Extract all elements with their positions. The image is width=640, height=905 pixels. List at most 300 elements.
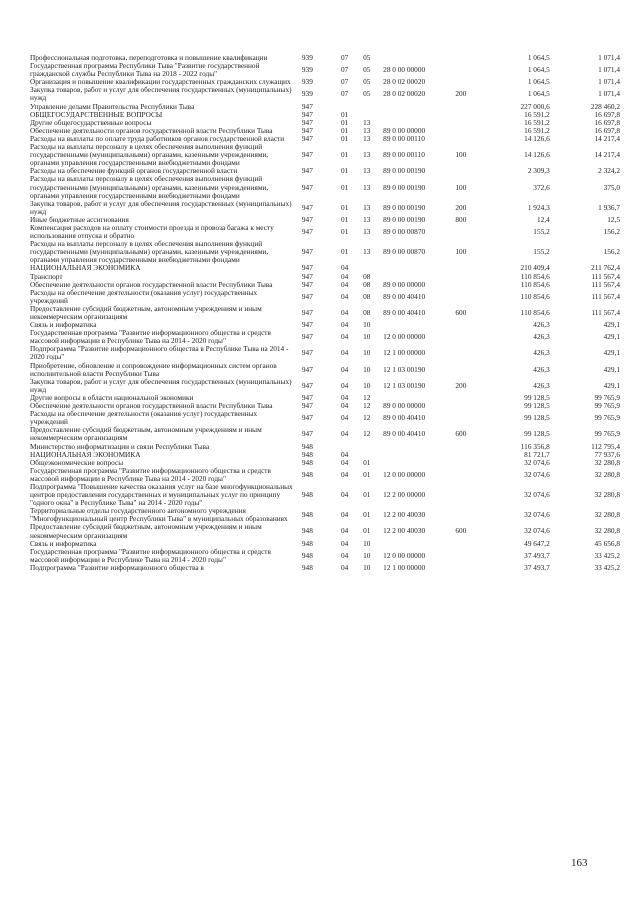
- row-name: Транспорт: [30, 271, 63, 281]
- table-row: [30, 523, 620, 539]
- row-value-2020: 1 071,4: [598, 77, 620, 87]
- row-razdel: 04: [341, 413, 349, 423]
- row-vr: [455, 224, 483, 240]
- row-vr: 200: [455, 380, 467, 390]
- row-value-2019: 1 064,5: [527, 65, 550, 75]
- row-csr: [383, 103, 455, 111]
- row-grbs: 947: [301, 413, 313, 423]
- row-csr: 89 0 00 40410: [383, 413, 426, 423]
- row-value-2019: 110 854,6: [520, 279, 550, 289]
- table-row: [30, 467, 620, 483]
- row-grbs: 948: [301, 562, 313, 572]
- row-grbs: 948: [301, 441, 313, 451]
- row-name: Обеспечение деятельности органов государственной власти Республики Тыва: [30, 279, 273, 289]
- row-value-2020: 16 697,8: [594, 125, 620, 135]
- row-vr: [455, 264, 483, 272]
- table-row: [30, 86, 620, 102]
- row-csr: 89 0 00 00870: [383, 227, 426, 237]
- row-value-2020: 429,1: [603, 364, 620, 374]
- row-value-2019: 32 074,6: [524, 469, 550, 479]
- row-csr: 89 0 00 40410: [383, 291, 426, 301]
- row-value-2019: 32 074,6: [524, 526, 550, 536]
- row-grbs: 948: [301, 469, 313, 479]
- row-csr: 12 1 03 00190: [383, 380, 426, 390]
- row-razdel: 04: [341, 332, 349, 342]
- row-name: Расходы на выплаты персоналу в целях обеспечения выполнения функций государственными (муниципальными) органами, казенными учреждениями, органами управления государственными внебюджетными фондами: [30, 239, 269, 265]
- row-podrazdel: 10: [363, 538, 371, 548]
- row-grbs: 947: [301, 101, 313, 111]
- table-row: [30, 240, 620, 264]
- row-value-2020: 16 697,8: [594, 109, 620, 119]
- row-value-2019: 210 409,4: [520, 263, 550, 273]
- table-row: [30, 175, 620, 199]
- row-value-2020: 32 280,8: [594, 490, 620, 500]
- row-grbs: 948: [301, 490, 313, 500]
- row-podrazdel: 05: [363, 77, 371, 87]
- budget-table: [30, 54, 620, 572]
- row-name: Государственная программа "Развитие информационного общества и средств массовой информации в Республике Тыва на 2014 - 2020 годы": [30, 465, 271, 483]
- row-razdel: 04: [341, 449, 349, 459]
- table-body: [30, 54, 620, 572]
- row-csr: 89 0 00 00000: [383, 125, 426, 135]
- row-grbs: 947: [301, 150, 313, 160]
- row-grbs: 947: [301, 227, 313, 237]
- row-value-2020: 45 656,8: [594, 538, 620, 548]
- row-value-2019: 1 064,5: [527, 89, 550, 99]
- row-podrazdel: 05: [363, 65, 371, 75]
- row-value-2020: 228 460,2: [590, 101, 620, 111]
- row-razdel: 04: [341, 538, 349, 548]
- row-grbs: 939: [301, 53, 313, 62]
- row-csr: 28 0 02 00020: [383, 89, 426, 99]
- row-podrazdel: 10: [363, 364, 371, 374]
- row-podrazdel: 10: [363, 562, 371, 572]
- row-razdel: 01: [341, 166, 349, 176]
- row-podrazdel: 01: [363, 526, 371, 536]
- row-podrazdel: 01: [363, 490, 371, 500]
- table-row: [30, 564, 620, 572]
- row-vr: [455, 62, 483, 78]
- row-vr: [455, 402, 483, 410]
- row-podrazdel: 10: [363, 348, 371, 358]
- row-csr: 89 0 00 40410: [383, 307, 426, 317]
- row-value-2019: 81 721,7: [524, 449, 550, 459]
- row-value-2019: 99 128,5: [524, 401, 550, 411]
- row-csr: 12 1 00 00000: [383, 348, 426, 358]
- row-value-2019: 99 128,5: [524, 429, 550, 439]
- row-value-2019: 16 591,2: [524, 109, 550, 119]
- row-value-2020: 32 280,8: [594, 469, 620, 479]
- row-value-2020: 111 567,4: [591, 307, 620, 317]
- row-grbs: 939: [301, 77, 313, 87]
- row-value-2019: 16 591,2: [524, 117, 550, 127]
- row-name: Профессиональная подготовка, переподготовка и повышение квалификации: [30, 53, 268, 62]
- row-vr: [455, 289, 483, 305]
- row-value-2019: 426,3: [533, 348, 550, 358]
- row-grbs: 947: [301, 133, 313, 143]
- row-value-2019: 1 924,3: [527, 202, 550, 212]
- row-name: Иные бюджетные ассигнования: [30, 214, 129, 224]
- row-name: Закупка товаров, работ и услуг для обеспечения государственных (муниципальных) нужд: [30, 376, 292, 394]
- row-razdel: 01: [341, 182, 349, 192]
- row-csr: [383, 540, 455, 548]
- row-name: Министерство информатизации и связи Республики Тыва: [30, 441, 210, 451]
- row-name: Обеспечение деятельности органов государственной власти Республики Тыва: [30, 125, 273, 135]
- table-row: [30, 305, 620, 321]
- row-value-2019: 116 356,8: [520, 441, 550, 451]
- row-value-2019: 49 647,2: [524, 538, 550, 548]
- row-razdel: 04: [341, 364, 349, 374]
- row-value-2019: 14 126,6: [524, 133, 550, 143]
- row-csr: [383, 451, 455, 459]
- row-podrazdel: 12: [363, 392, 371, 402]
- row-grbs: 947: [301, 429, 313, 439]
- row-razdel: 01: [341, 125, 349, 135]
- row-podrazdel: 08: [363, 271, 371, 281]
- row-name: Расходы на выплаты по оплате труда работников органов государственной власти: [30, 133, 285, 143]
- row-podrazdel: 05: [363, 89, 371, 99]
- row-vr: [455, 540, 483, 548]
- row-csr: 12 1 00 00000: [383, 562, 426, 572]
- row-razdel: 04: [341, 562, 349, 572]
- row-name: Расходы на обеспечение деятельности (оказания услуг) государственных учреждений: [30, 287, 258, 305]
- row-vr: [455, 135, 483, 143]
- row-value-2019: 426,3: [533, 380, 550, 390]
- row-name: Приобретение, обновление и сопровождение информационных систем органов исполнительной власти Республики Тыва: [30, 360, 277, 378]
- row-value-2020: 99 765,9: [594, 392, 620, 402]
- row-name: Расходы на обеспечение функций органов государственной власти: [30, 166, 238, 176]
- row-vr: [455, 54, 483, 62]
- row-value-2019: 2 309,3: [527, 166, 550, 176]
- row-grbs: 947: [301, 364, 313, 374]
- row-vr: [455, 119, 483, 127]
- row-value-2020: 156,2: [603, 227, 620, 237]
- row-grbs: 947: [301, 320, 313, 330]
- row-podrazdel: 13: [363, 117, 371, 127]
- row-vr: 200: [455, 202, 467, 212]
- row-value-2019: 37 493,7: [524, 562, 550, 572]
- row-razdel: 04: [341, 401, 349, 411]
- row-podrazdel: 12: [363, 401, 371, 411]
- row-podrazdel: 08: [363, 291, 371, 301]
- row-razdel: 04: [341, 348, 349, 358]
- row-value-2020: 16 697,8: [594, 117, 620, 127]
- row-grbs: 948: [301, 538, 313, 548]
- row-razdel: 04: [341, 279, 349, 289]
- row-csr: [383, 459, 455, 467]
- row-razdel: 01: [341, 109, 349, 119]
- row-podrazdel: 13: [363, 125, 371, 135]
- row-vr: [455, 451, 483, 459]
- row-value-2020: 1 071,4: [598, 65, 620, 75]
- row-value-2020: 211 762,4: [591, 263, 620, 273]
- row-grbs: 947: [301, 279, 313, 289]
- row-value-2019: 16 591,2: [524, 125, 550, 135]
- row-csr: 12 2 00 40030: [383, 510, 426, 520]
- row-csr: 89 0 00 00190: [383, 214, 426, 224]
- row-value-2020: 32 280,8: [594, 457, 620, 467]
- row-grbs: 947: [301, 117, 313, 127]
- table-row: [30, 378, 620, 394]
- row-name: Территориальные отделы государственного автономного учреждения "Многофункциональный центр Республики Тыва" в муниципальных образованиях: [30, 506, 288, 524]
- row-vr: [455, 459, 483, 467]
- row-podrazdel: 13: [363, 133, 371, 143]
- row-razdel: 04: [341, 526, 349, 536]
- row-name: Закупка товаров, работ и услуг для обеспечения государственных (муниципальных) нужд: [30, 85, 292, 103]
- row-value-2019: 155,2: [533, 247, 550, 257]
- row-name: Расходы на обеспечение деятельности (оказания услуг) государственных учреждений: [30, 409, 258, 427]
- row-podrazdel: 08: [363, 307, 371, 317]
- row-value-2020: 12,5: [607, 214, 620, 224]
- row-csr: 89 0 00 00870: [383, 247, 426, 257]
- row-value-2020: 99 765,9: [594, 413, 620, 423]
- row-value-2020: 156,2: [603, 247, 620, 257]
- row-razdel: 04: [341, 457, 349, 467]
- row-value-2020: 32 280,8: [594, 510, 620, 520]
- table-row: [30, 548, 620, 564]
- row-csr: 12 0 00 00000: [383, 550, 426, 560]
- row-grbs: 947: [301, 291, 313, 301]
- row-grbs: 948: [301, 526, 313, 536]
- row-razdel: 04: [341, 271, 349, 281]
- row-grbs: 947: [301, 307, 313, 317]
- row-name: Другие общегосударственные вопросы: [30, 117, 152, 127]
- row-value-2019: 155,2: [533, 227, 550, 237]
- row-grbs: 947: [301, 202, 313, 212]
- row-name: Другие вопросы в области национальной экономики: [30, 392, 194, 402]
- row-value-2020: 111 567,4: [591, 279, 620, 289]
- row-name: Закупка товаров, работ и услуг для обеспечения государственных (муниципальных) нужд: [30, 198, 292, 216]
- row-value-2020: 14 217,4: [594, 150, 620, 160]
- row-grbs: 947: [301, 380, 313, 390]
- row-value-2019: 14 126,6: [524, 150, 550, 160]
- row-csr: 89 0 00 00000: [383, 401, 426, 411]
- row-grbs: 939: [301, 65, 313, 75]
- row-grbs: 947: [301, 214, 313, 224]
- row-vr: [455, 394, 483, 402]
- row-podrazdel: 01: [363, 510, 371, 520]
- row-razdel: 07: [341, 53, 349, 62]
- row-name: Общеэкономические вопросы: [30, 457, 124, 467]
- row-podrazdel: 12: [363, 429, 371, 439]
- row-value-2020: 429,1: [603, 348, 620, 358]
- row-vr: [455, 111, 483, 119]
- row-vr: [455, 410, 483, 426]
- row-razdel: 01: [341, 133, 349, 143]
- row-vr: [455, 507, 483, 523]
- row-vr: [455, 548, 483, 564]
- row-podrazdel: 13: [363, 247, 371, 257]
- row-podrazdel: 13: [363, 227, 371, 237]
- row-razdel: 04: [341, 490, 349, 500]
- table-row: [30, 362, 620, 378]
- row-name: Подпрограмма "Развитие информационного общества в: [30, 562, 204, 572]
- row-value-2019: 32 074,6: [524, 510, 550, 520]
- row-csr: 28 0 02 00020: [383, 77, 426, 87]
- row-vr: 100: [455, 247, 467, 257]
- row-grbs: 947: [301, 392, 313, 402]
- row-value-2020: 33 425,2: [594, 550, 620, 560]
- row-podrazdel: 01: [363, 469, 371, 479]
- row-value-2020: 111 567,4: [591, 291, 620, 301]
- row-csr: [383, 54, 455, 62]
- row-csr: 89 0 00 00190: [383, 182, 426, 192]
- row-vr: 200: [455, 89, 467, 99]
- row-value-2019: 12,4: [536, 214, 550, 224]
- row-podrazdel: 13: [363, 166, 371, 176]
- row-value-2019: 32 074,6: [524, 457, 550, 467]
- row-value-2019: 227 000,6: [520, 101, 550, 111]
- row-csr: [383, 264, 455, 272]
- row-grbs: 947: [301, 247, 313, 257]
- row-vr: [455, 564, 483, 572]
- row-name: Государственная программа Республики Тыва "Развитие государственной гражданской службы Республики Тыва на 2018 - 2022 годы": [30, 61, 260, 79]
- row-value-2020: 33 425,2: [594, 562, 620, 572]
- row-name: Предоставление субсидий бюджетным, автономным учреждениям и иным некоммерческим организациям: [30, 425, 262, 443]
- table-row: [30, 345, 620, 361]
- row-name: ОБЩЕГОСУДАРСТВЕННЫЕ ВОПРОСЫ: [30, 109, 163, 119]
- row-podrazdel: [363, 443, 383, 451]
- table-row: [30, 200, 620, 216]
- row-value-2020: 14 217,4: [594, 133, 620, 143]
- row-value-2019: 1 064,5: [527, 77, 550, 87]
- row-vr: 100: [455, 150, 467, 160]
- row-csr: 28 0 00 00000: [383, 65, 426, 75]
- row-value-2020: 99 765,9: [594, 429, 620, 439]
- row-razdel: 04: [341, 510, 349, 520]
- row-razdel: 04: [341, 469, 349, 479]
- row-value-2020: 429,1: [603, 332, 620, 342]
- row-value-2020: 1 071,4: [598, 53, 620, 62]
- row-razdel: 01: [341, 247, 349, 257]
- row-value-2019: 99 128,5: [524, 413, 550, 423]
- row-razdel: 01: [341, 150, 349, 160]
- row-vr: [455, 281, 483, 289]
- row-vr: [455, 167, 483, 175]
- row-name: Связь и информатика: [30, 320, 97, 330]
- row-podrazdel: 13: [363, 182, 371, 192]
- row-podrazdel: 10: [363, 332, 371, 342]
- table-row: [30, 143, 620, 167]
- row-vr: 100: [455, 182, 467, 192]
- table-row: [30, 507, 620, 523]
- table-row: [30, 426, 620, 442]
- row-razdel: 04: [341, 307, 349, 317]
- row-value-2019: 1 064,5: [527, 53, 550, 62]
- row-name: Расходы на выплаты персоналу в целях обеспечения выполнения функций государственными (муниципальными) органами, казенными учреждениями, органами управления государственными внебюджетными фондами: [30, 174, 269, 200]
- row-value-2019: 37 493,7: [524, 550, 550, 560]
- row-csr: [383, 443, 455, 451]
- row-razdel: 04: [341, 380, 349, 390]
- row-value-2020: 111 567,4: [591, 271, 620, 281]
- page-number: 163: [571, 857, 588, 869]
- row-value-2019: 110 854,6: [520, 307, 550, 317]
- row-value-2019: 110 854,6: [520, 291, 550, 301]
- row-grbs: 948: [301, 550, 313, 560]
- row-value-2019: 426,3: [533, 364, 550, 374]
- row-value-2019: 426,3: [533, 320, 550, 330]
- row-csr: 12 0 00 00000: [383, 332, 426, 342]
- row-vr: [455, 103, 483, 111]
- row-podrazdel: 12: [363, 413, 371, 423]
- table-row: [30, 289, 620, 305]
- row-csr: [383, 321, 455, 329]
- row-razdel: 07: [341, 89, 349, 99]
- row-value-2020: 375,0: [603, 182, 620, 192]
- row-vr: [455, 273, 483, 281]
- row-name: Компенсация расходов на оплату стоимости проезда и провоза багажа к месту использования отпуска и обратно: [30, 222, 274, 241]
- row-csr: [383, 111, 455, 119]
- row-value-2020: 429,1: [603, 320, 620, 330]
- row-grbs: 947: [301, 182, 313, 192]
- row-razdel: 04: [341, 320, 349, 330]
- row-grbs: 947: [301, 348, 313, 358]
- row-csr: 89 0 00 40410: [383, 429, 426, 439]
- row-grbs: 947: [301, 271, 313, 281]
- row-value-2020: 32 280,8: [594, 526, 620, 536]
- row-value-2019: 99 128,5: [524, 392, 550, 402]
- row-razdel: 04: [341, 392, 349, 402]
- table-row: [30, 410, 620, 426]
- row-podrazdel: 08: [363, 279, 371, 289]
- row-podrazdel: 05: [363, 53, 371, 62]
- row-csr: 12 0 00 00000: [383, 469, 426, 479]
- row-value-2020: 77 937,6: [594, 449, 620, 459]
- row-grbs: 947: [301, 332, 313, 342]
- row-grbs: 948: [301, 510, 313, 520]
- row-value-2019: 110 854,6: [520, 271, 550, 281]
- row-value-2020: 1 936,7: [598, 202, 620, 212]
- row-podrazdel: 01: [363, 457, 371, 467]
- row-podrazdel: 13: [363, 150, 371, 160]
- table-row: [30, 62, 620, 78]
- row-csr: 12 2 00 00000: [383, 490, 426, 500]
- row-vr: 600: [455, 307, 467, 317]
- row-grbs: 947: [301, 401, 313, 411]
- row-vr: [455, 321, 483, 329]
- row-podrazdel: 13: [363, 214, 371, 224]
- row-name: Связь и информатика: [30, 538, 97, 548]
- row-razdel: 01: [341, 117, 349, 127]
- row-csr: 89 0 00 00000: [383, 279, 426, 289]
- row-value-2020: 1 071,4: [598, 89, 620, 99]
- row-name: Подпрограмма "Развитие информационного общества в Республике Тыва на 2014 - 2020 годы": [30, 344, 289, 362]
- row-name: Обеспечение деятельности органов государственной власти Республики Тыва: [30, 401, 273, 411]
- row-name: Подпрограмма "Повышение качества оказания услуг на базе многофункциональных центров предоставления государственных и муниципальных услуг по принципу "одного окна" в Республике Тыва" на 2014 - 2020 годы": [30, 481, 293, 508]
- row-vr: [455, 443, 483, 451]
- table-row: [30, 483, 620, 507]
- row-vr: [455, 362, 483, 378]
- row-vr: [455, 78, 483, 86]
- row-vr: [455, 467, 483, 483]
- row-razdel: 01: [341, 202, 349, 212]
- row-csr: 89 0 00 00110: [383, 133, 425, 143]
- row-vr: [455, 127, 483, 135]
- row-razdel: 07: [341, 77, 349, 87]
- row-value-2020: 429,1: [603, 380, 620, 390]
- row-vr: 600: [455, 429, 467, 439]
- row-name: Государственная программа "Развитие информационного общества и средств массовой информации в Республике Тыва на 2014 - 2020 годы": [30, 328, 271, 346]
- row-value-2020: 99 765,9: [594, 401, 620, 411]
- row-name: Управление делами Правительства Республики Тыва: [30, 101, 195, 111]
- row-podrazdel: 13: [363, 202, 371, 212]
- row-razdel: 04: [341, 263, 349, 273]
- row-grbs: 947: [301, 109, 313, 119]
- row-razdel: 04: [341, 550, 349, 560]
- row-podrazdel: 10: [363, 380, 371, 390]
- row-grbs: 947: [301, 263, 313, 273]
- row-vr: 600: [455, 526, 467, 536]
